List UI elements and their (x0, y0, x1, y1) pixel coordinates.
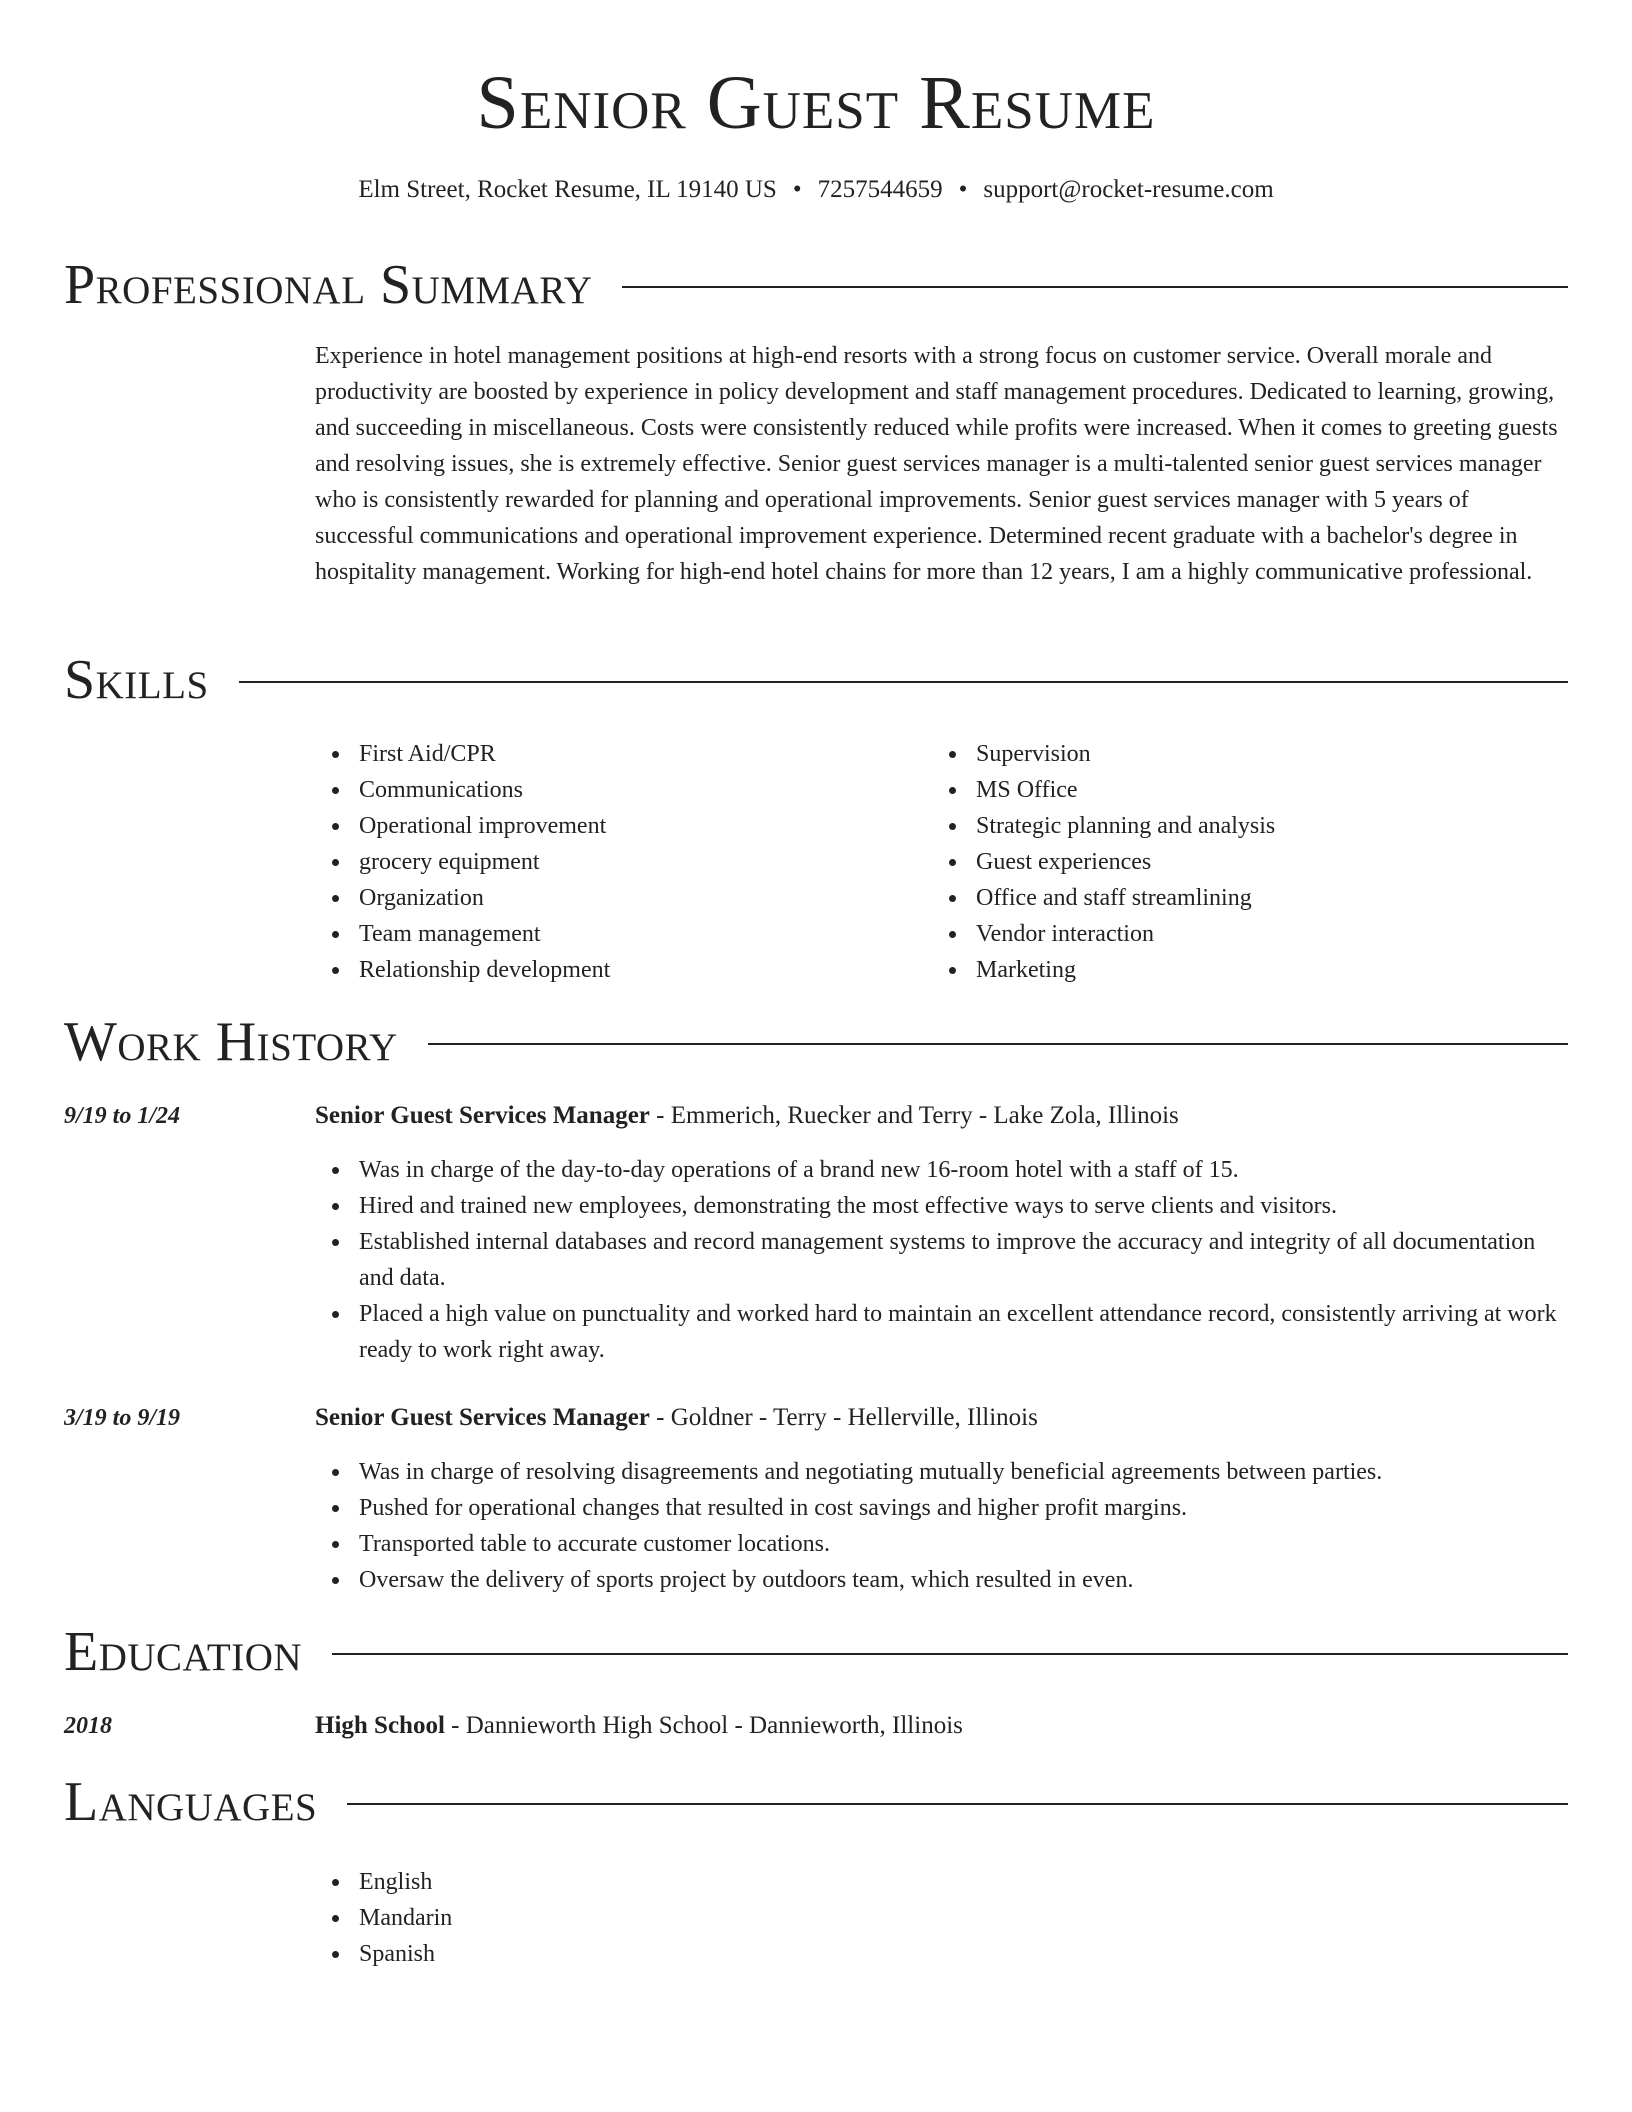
education-line (315, 1708, 963, 1744)
section-divider (428, 1043, 1568, 1045)
languages-heading: Languages (64, 1771, 318, 1833)
language-item: Mandarin (315, 1900, 915, 1936)
job-role: Senior Guest Services Manager (315, 1404, 650, 1431)
contact-line (0, 174, 1632, 206)
section-divider (622, 286, 1568, 288)
skills-list-left (315, 736, 915, 988)
skill-item: grocery equipment (315, 844, 915, 880)
contact-separator: • (792, 176, 802, 203)
job-bullet-list (315, 1454, 1575, 1598)
languages-list (315, 1864, 915, 1972)
contact-address: Elm Street, Rocket Resume, IL 19140 US (358, 176, 777, 203)
resume-name: Senior Guest Resume (476, 61, 1156, 145)
language-item: English (315, 1864, 915, 1900)
skill-item: Office and staff streamlining (932, 880, 1552, 916)
skill-item: Supervision (932, 736, 1552, 772)
job-title-line (315, 1400, 1038, 1436)
skill-item: Organization (315, 880, 915, 916)
work-section-header (64, 1012, 1568, 1072)
job-employer: - Emmerich, Ruecker and Terry - Lake Zola, Illinois (649, 1102, 1179, 1129)
skill-item: Team management (315, 916, 915, 952)
job-bullet: Hired and trained new employees, demonstrating the most effective ways to serve clients and visitors. (315, 1188, 1575, 1224)
section-divider (347, 1803, 1568, 1805)
section-divider (332, 1653, 1568, 1655)
languages-section-header (64, 1772, 1568, 1832)
job-bullet: Pushed for operational changes that resulted in cost savings and higher profit margins. (315, 1490, 1575, 1526)
skill-item: Marketing (932, 952, 1552, 988)
education-degree: High School (315, 1712, 445, 1739)
contact-phone: 7257544659 (817, 176, 943, 203)
job-dates: 3/19 to 9/19 (64, 1405, 181, 1431)
section-divider (239, 681, 1568, 683)
job-title-line (315, 1098, 1179, 1134)
skills-list-right (932, 736, 1552, 988)
skill-item: Vendor interaction (932, 916, 1552, 952)
summary-text: Experience in hotel management positions at high-end resorts with a strong focus on customer service. Overall morale and productivity are boosted by experience in policy development and staff management procedures. Dedicated to learning, growing, and succeeding in miscellaneous. Costs were consistently reduced while profits were increased. When it comes to greeting guests and resolving issues, she is extremely effective. Senior guest services manager is a multi-talented senior guest services manager who is consistently rewarded for planning and operational improvements. Senior guest services manager with 5 years of successful communications and operational improvement experience. Determined recent graduate with a bachelor's degree in hospitality management. Working for high-end hotel chains for more than 12 years, I am a highly communicative professional. (315, 343, 1558, 585)
skill-item: Operational improvement (315, 808, 915, 844)
job-bullet: Established internal databases and record management systems to improve the accuracy and integrity of all documentation and data. (315, 1224, 1575, 1296)
job-employer: - Goldner - Terry - Hellerville, Illinois (649, 1404, 1038, 1431)
education-year: 2018 (64, 1713, 112, 1739)
education-heading: Education (64, 1621, 303, 1683)
summary-heading: Professional Summary (64, 254, 593, 316)
job-bullet: Was in charge of resolving disagreements and negotiating mutually beneficial agreements between parties. (315, 1454, 1575, 1490)
work-heading: Work History (64, 1011, 398, 1073)
skill-item: Guest experiences (932, 844, 1552, 880)
job-bullet: Transported table to accurate customer locations. (315, 1526, 1575, 1562)
education-school: - Dannieworth High School - Dannieworth, Illinois (444, 1712, 963, 1739)
skills-heading: Skills (64, 649, 209, 711)
language-item: Spanish (315, 1936, 915, 1972)
skill-item: First Aid/CPR (315, 736, 915, 772)
job-bullet: Placed a high value on punctuality and worked hard to maintain an excellent attendance record, consistently arriving at work ready to work right away. (315, 1296, 1575, 1368)
job-bullet: Oversaw the delivery of sports project by outdoors team, which resulted in even. (315, 1562, 1575, 1598)
skill-item: Communications (315, 772, 915, 808)
education-section-header (64, 1622, 1568, 1682)
summary-section-header (64, 255, 1568, 315)
job-bullet-list (315, 1152, 1575, 1368)
contact-separator: • (958, 176, 968, 203)
skill-item: MS Office (932, 772, 1552, 808)
skill-item: Relationship development (315, 952, 915, 988)
job-dates: 9/19 to 1/24 (64, 1103, 181, 1129)
skill-item: Strategic planning and analysis (932, 808, 1552, 844)
skills-section-header (64, 650, 1568, 710)
job-bullet: Was in charge of the day-to-day operations of a brand new 16-room hotel with a staff of 15. (315, 1152, 1575, 1188)
contact-email: support@rocket-resume.com (983, 176, 1274, 203)
job-role: Senior Guest Services Manager (315, 1102, 650, 1129)
